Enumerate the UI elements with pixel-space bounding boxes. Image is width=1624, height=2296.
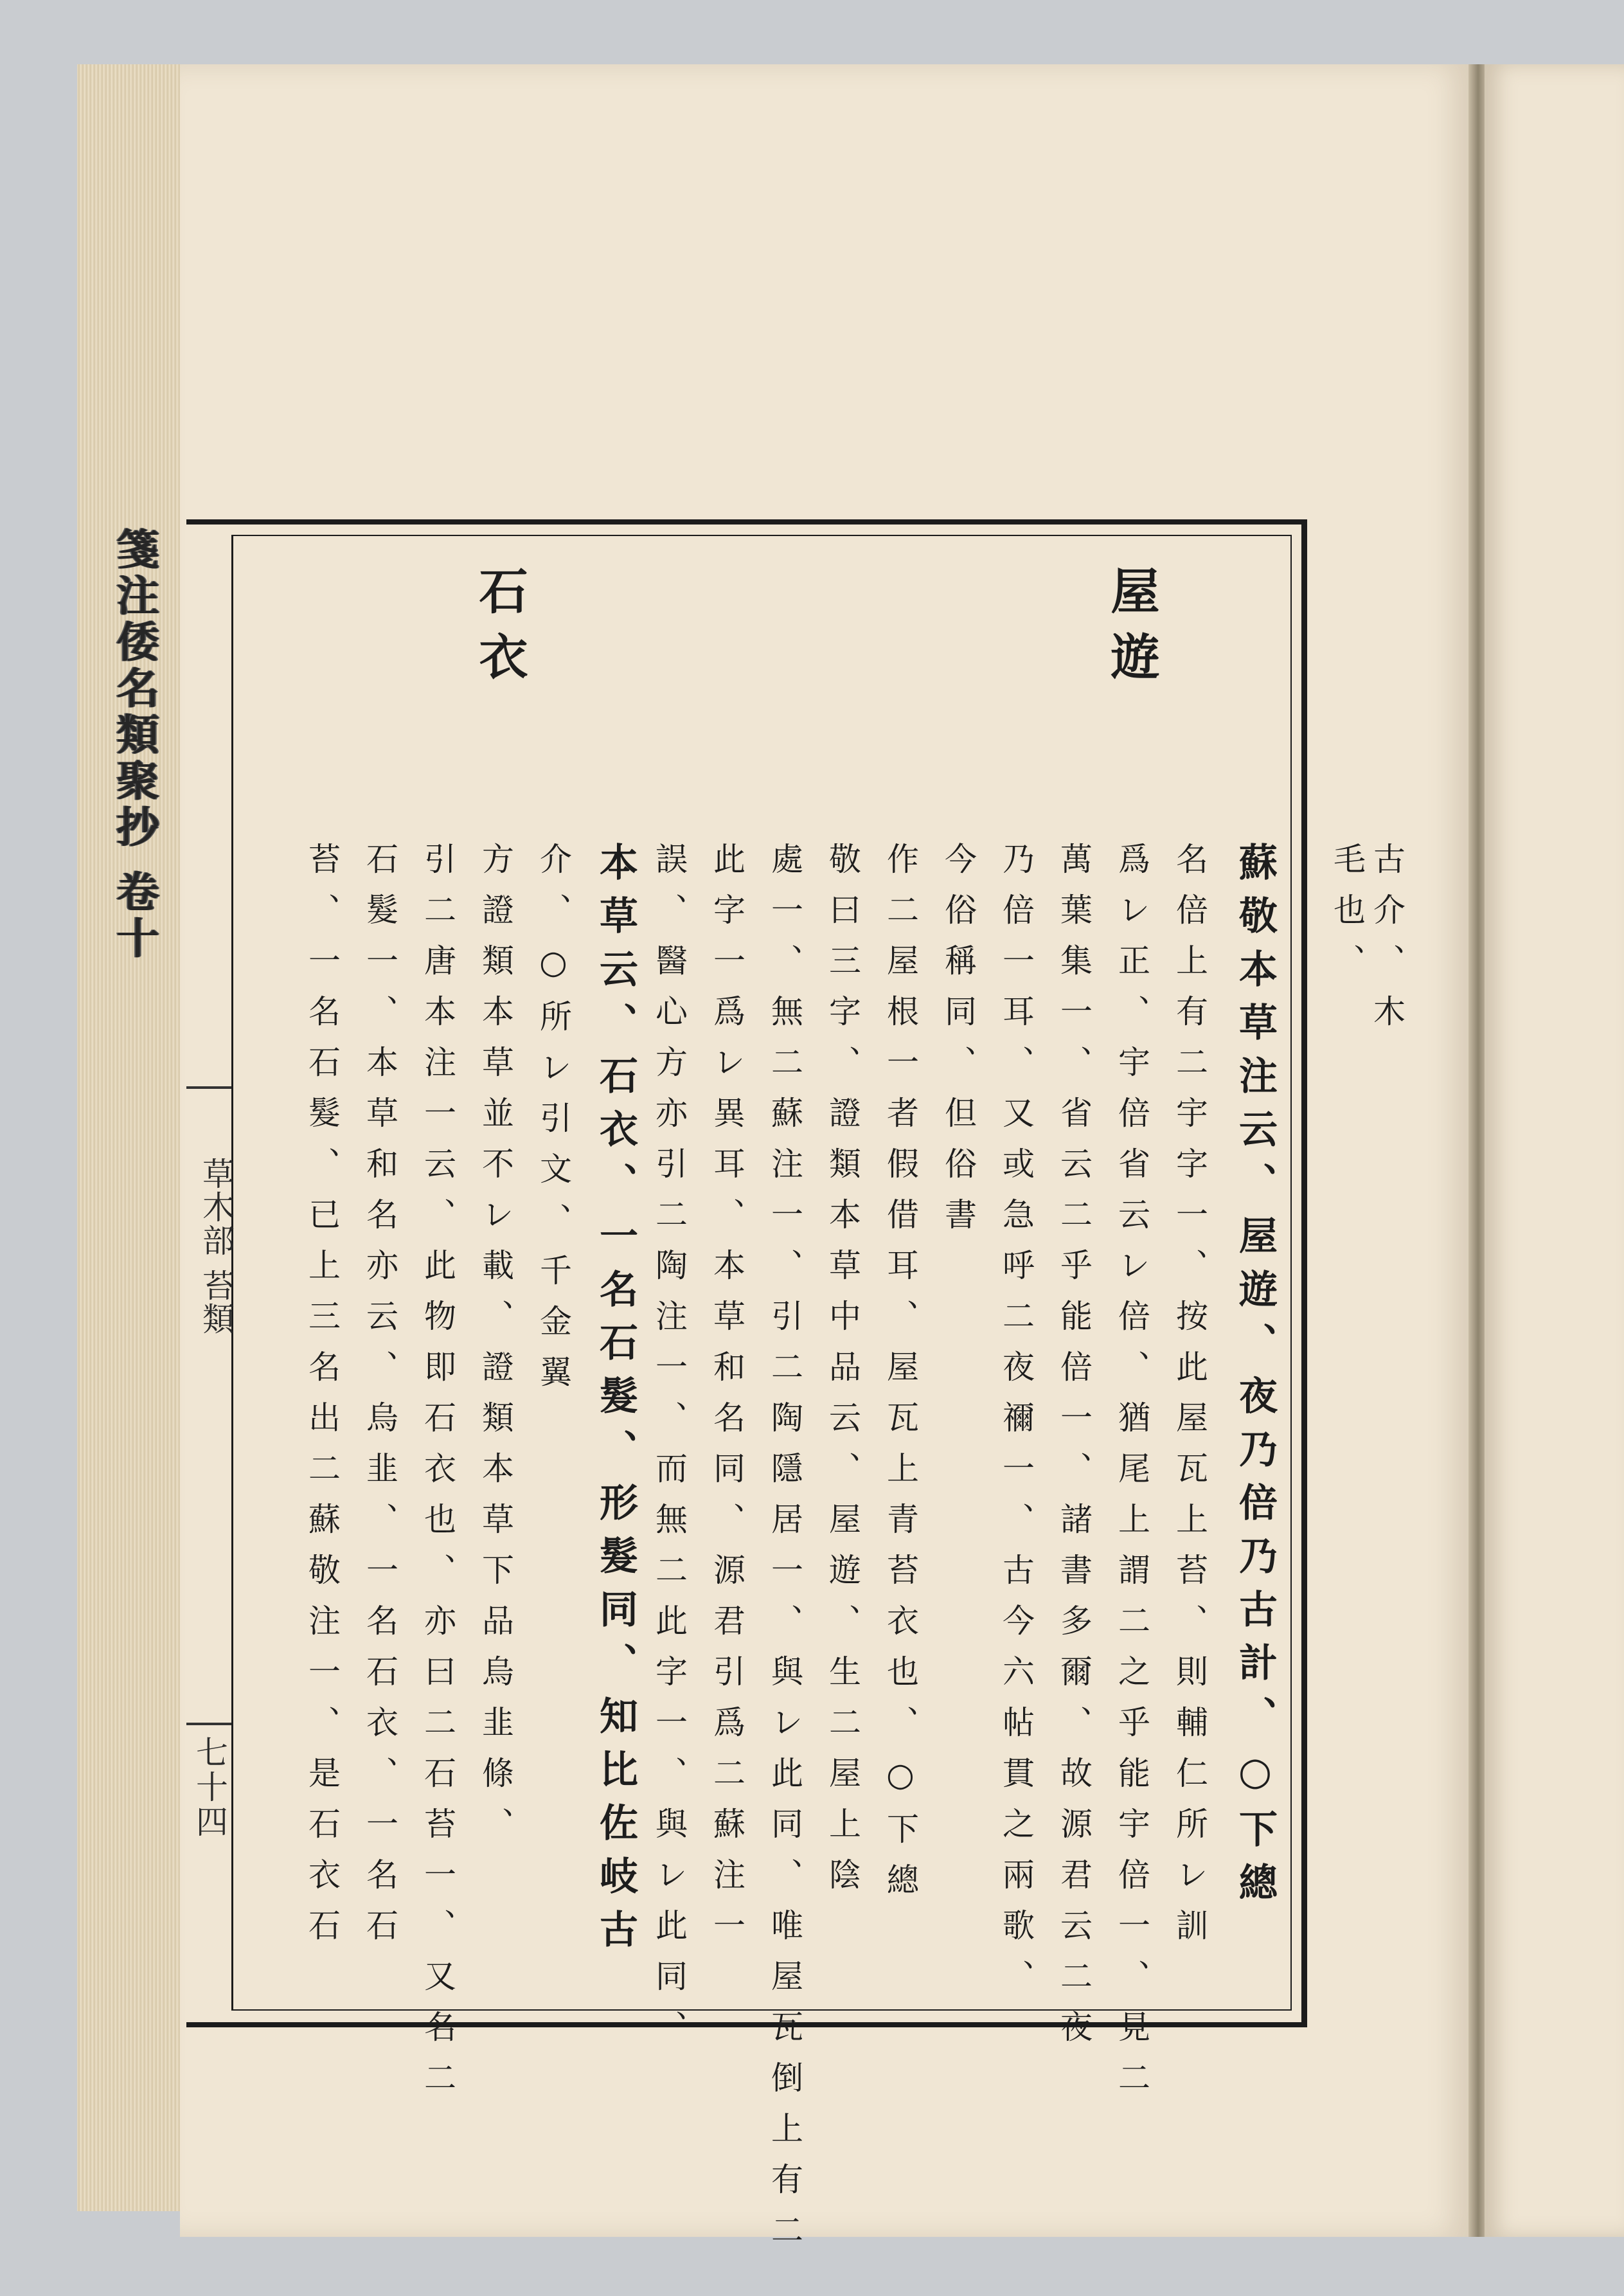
text-column: 古介、木 (1368, 842, 1405, 1045)
text-column: 敬曰三字、證類本草中品云、屋遊、生二屋上陰 (824, 842, 861, 1908)
text-column: 苔、一名石髮、已上三名出二蘇敬注一、是石衣石 (303, 842, 341, 1959)
margin-section-label: 草木部 苔類 (197, 1157, 235, 1336)
text-column: 本草云、石衣、一名石髮、形髮同、知比佐岐古 (593, 842, 638, 1962)
entry-heading-sekii: 石衣 (471, 566, 528, 697)
book-spine-edge (77, 64, 186, 2211)
text-column: 作二屋根一者假借耳、屋瓦上青苔衣也、○下總 (882, 842, 919, 1914)
text-column: 今俗稱同、但俗書 (940, 842, 977, 1248)
entry-heading-okuyu: 屋遊 (1103, 566, 1160, 697)
text-column: 引二唐本注一云、此物即石衣也、亦曰二石苔一、又名二 (419, 842, 456, 2112)
margin-book-title: 箋注倭名類聚抄 卷十 (109, 527, 159, 962)
text-column: 誤、醫心方亦引二陶注一、而無二此字一、與レ此同、 (650, 842, 688, 2061)
right-page (1485, 64, 1624, 2237)
text-column: 名倍上有二宇字一、按此屋瓦上苔、則輔仁所レ訓 (1171, 842, 1208, 1959)
text-column: 介、○所レ引文、千金翼 (535, 842, 572, 1406)
text-column: 石髮一、本草和名亦云、烏韭、一名石衣、一名石 (361, 842, 398, 1959)
text-column: 方證類本草並不レ載、證類本草下品烏韭條、 (477, 842, 514, 1858)
text-column: 此字一爲レ異耳、本草和名同、源君引爲二蘇注一 (708, 842, 745, 1959)
text-column: 爲レ正、宇倍省云レ倍、猶尾上謂二之乎能宇倍一、見二 (1113, 842, 1150, 2112)
margin-divider (186, 1086, 231, 1089)
text-column: 萬葉集一、省云二乎能倍一、諸書多爾、故源君云二夜 (1055, 842, 1093, 2061)
text-column: 處一、無二蘇注一、引二陶隱居一、與レ此同、唯屋瓦倒上有二 (766, 842, 803, 2264)
text-column: 乃倍一耳、又或急呼二夜禰一、古今六帖貫之兩歌、 (997, 842, 1035, 2010)
margin-page-number: 七十四 (191, 1735, 228, 1840)
text-column: 蘇敬本草注云、屋遊、夜乃倍乃古計、○下總 (1233, 842, 1278, 1915)
text-column: 毛也、 (1328, 842, 1366, 994)
margin-divider (186, 1723, 231, 1725)
